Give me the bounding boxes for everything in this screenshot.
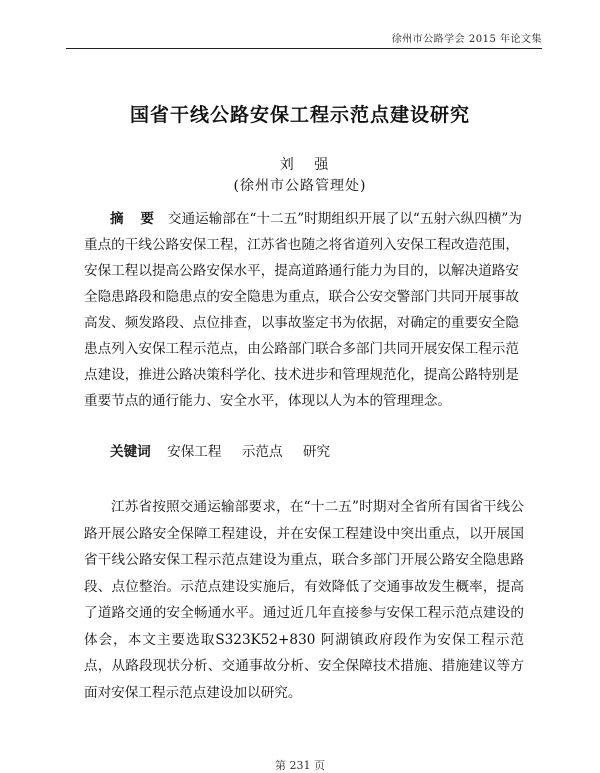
keywords-label: 关键词 xyxy=(110,444,151,460)
header-divider xyxy=(66,48,542,49)
running-header: 徐州市公路学会 2015 年论文集 xyxy=(391,34,542,45)
author-affiliation: (徐州市公路管理处) xyxy=(233,178,367,194)
abstract-text: 交通运输部在“十二五”时期组织开展了以“五射六纵四横”为重点的干线公路安保工程，江苏省也随之将省道列入安保工程改造范围，安保工程以提高公路安保水平，提高道路通行能力为目的，以解决道路安全隐患路段和隐患点的安全隐患为重点，联合公安交警部门共同开展事故高发、频发路段、点位排查，以事故鉴定书为依据，对确定的重要安全隐患点列入安保工程示范点，由公路部门联合多部门共同开展安保工程示范点建设，推进公路决策科学化、技术进步和管理规范化，提高公路特别是重要节点的通行能力、安全水平，体现以人为本的管理理念。 xyxy=(84,211,522,409)
abstract-label: 摘 要 xyxy=(110,211,160,227)
keyword: 示范点 xyxy=(241,444,283,460)
keyword: 研究 xyxy=(302,444,331,460)
body-paragraph: 江苏省按照交通运输部要求，在“十二五”时期对全省所有国省干线公路开展公路安全保障工程建设，并在安保工程建设中突出重点，以开展国省干线公路安保工程示范点建设为重点，联合多部门开展公路安全隐患路段、点位整治。示范点建设实施后，有效降低了交通事故发生概率，提高了道路交通的安全畅通水平。通过近几年直接参与安保工程示范点建设的体会，本文主要选取S323K52+830 阿湖镇政府段作为安保工程示范点，从路段现状分析、交通事故分析、安全保障技术措施、措施建议等方面对安保工程示范点建设加以研究。 xyxy=(84,499,524,701)
paper-title: 国省干线公路安保工程示范点建设研究 xyxy=(129,104,470,126)
abstract-block xyxy=(84,206,524,414)
keyword: 安保工程 xyxy=(167,444,222,460)
author-name: 刘 强 xyxy=(279,157,337,173)
page-number: 第 231 页 xyxy=(275,759,325,772)
keywords-line xyxy=(110,440,346,460)
body-text xyxy=(84,494,524,706)
